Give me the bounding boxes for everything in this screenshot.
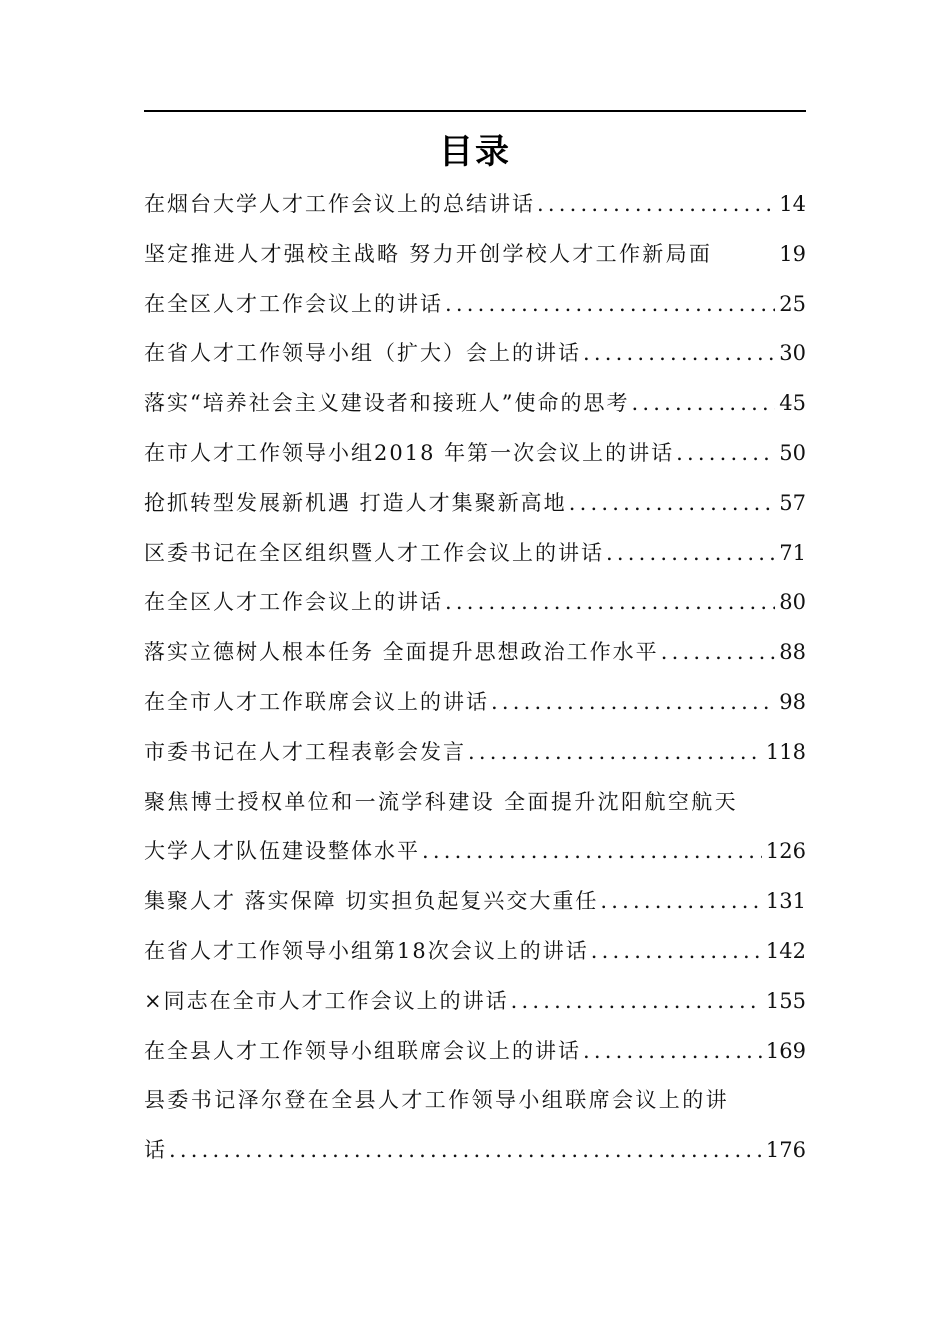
toc-entry-title: 在省人才工作领导小组（扩大）会上的讲话 [144, 341, 581, 366]
toc-entry-title: 坚定推进人才强校主战略 努力开创学校人才工作新局面 [144, 241, 713, 266]
toc-page-number: 155 [765, 988, 806, 1013]
toc-entry-title: 集聚人才 落实保障 切实担负起复兴交大重任 [144, 889, 599, 914]
header-rule [144, 110, 806, 112]
toc-entry[interactable] [144, 1027, 806, 1077]
toc-entry[interactable] [144, 977, 806, 1027]
toc-entry[interactable] [144, 529, 806, 579]
toc-entry-title: 在全区人才工作会议上的讲话 [144, 590, 443, 615]
dot-leader [511, 977, 762, 1027]
toc-entry-line[interactable]: 县委书记泽尔登在全县人才工作领导小组联席会议上的讲 [144, 1088, 729, 1113]
toc-page-number: 45 [779, 391, 806, 416]
toc-page-number: 80 [779, 590, 806, 615]
toc-entry-title: 区委书记在全区组织暨人才工作会议上的讲话 [144, 540, 604, 565]
toc-entry[interactable] [144, 479, 806, 529]
toc-entry-title: ×同志在全市人才工作会议上的讲话 [144, 988, 509, 1013]
toc-page-number: 88 [779, 640, 806, 665]
toc-entry[interactable] [144, 329, 806, 379]
toc-entry-title: 抢抓转型发展新机遇 打造人才集聚新高地 [144, 490, 567, 515]
toc-entry[interactable] [144, 628, 806, 678]
toc-entry[interactable] [144, 927, 806, 977]
toc-entry-title: 在省人才工作领导小组第18次会议上的讲话 [144, 938, 589, 963]
toc-entry[interactable] [144, 429, 806, 479]
toc-page-number: 126 [765, 839, 806, 864]
toc-entry[interactable] [144, 230, 806, 280]
toc-page-number: 25 [779, 291, 806, 316]
dot-leader [661, 628, 776, 678]
toc-page-number: 19 [779, 241, 806, 266]
dot-leader [583, 1027, 762, 1077]
table-of-contents [144, 180, 806, 1176]
dot-leader [468, 728, 762, 778]
dot-leader [537, 180, 775, 230]
toc-page-number: 30 [779, 341, 806, 366]
toc-entry[interactable] [144, 678, 806, 728]
dot-leader [631, 379, 775, 429]
toc-entry-title: 在烟台大学人才工作会议上的总结讲话 [144, 192, 535, 216]
toc-entry-title: 在市人才工作领导小组2018 年第一次会议上的讲话 [144, 440, 675, 465]
toc-entry-line[interactable]: 聚焦博士授权单位和一流学科建设 全面提升沈阳航空航天 [144, 789, 739, 814]
toc-entry-title: 在全区人才工作会议上的讲话 [144, 291, 443, 316]
toc-entry[interactable] [144, 877, 806, 927]
dot-leader [445, 578, 775, 628]
toc-page-number: 169 [765, 1038, 806, 1063]
toc-entry-title: 市委书记在人才工程表彰会发言 [144, 739, 466, 764]
dot-leader [606, 529, 775, 579]
toc-entry[interactable] [144, 728, 806, 778]
toc-entry[interactable] [144, 1126, 806, 1176]
dot-leader [600, 877, 762, 927]
toc-page-number: 57 [779, 490, 806, 515]
dot-leader [583, 329, 775, 379]
toc-entry[interactable] [144, 578, 806, 628]
toc-page-number: 131 [765, 889, 806, 914]
toc-page-number: 118 [765, 739, 806, 764]
toc-entry-title: 大学人才队伍建设整体水平 [144, 839, 420, 864]
dot-leader [445, 280, 775, 330]
toc-entry-title: 落实立德树人根本任务 全面提升思想政治工作水平 [144, 640, 659, 665]
toc-page-number: 14 [779, 192, 806, 216]
toc-entry[interactable] [144, 180, 806, 230]
toc-entry[interactable] [144, 379, 806, 429]
toc-page-number: 142 [765, 938, 806, 963]
dot-leader [569, 479, 776, 529]
toc-page-number: 71 [779, 540, 806, 565]
toc-entry-title: 落实“培养社会主义建设者和接班人”使命的思考 [144, 391, 630, 416]
dot-leader [169, 1126, 762, 1176]
toc-entry[interactable] [144, 827, 806, 877]
dot-leader [676, 429, 775, 479]
toc-entry[interactable] [144, 280, 806, 330]
dot-leader [422, 827, 762, 877]
toc-entry-title: 在全县人才工作领导小组联席会议上的讲话 [144, 1038, 581, 1063]
toc-title: 目录 [439, 132, 511, 172]
toc-page-number: 176 [765, 1138, 806, 1163]
dot-leader [491, 678, 775, 728]
toc-entry-title: 话 [144, 1138, 167, 1163]
toc-page-number: 50 [779, 440, 806, 465]
dot-leader [591, 927, 762, 977]
toc-page-number: 98 [779, 689, 806, 714]
toc-entry-title: 在全市人才工作联席会议上的讲话 [144, 689, 489, 714]
